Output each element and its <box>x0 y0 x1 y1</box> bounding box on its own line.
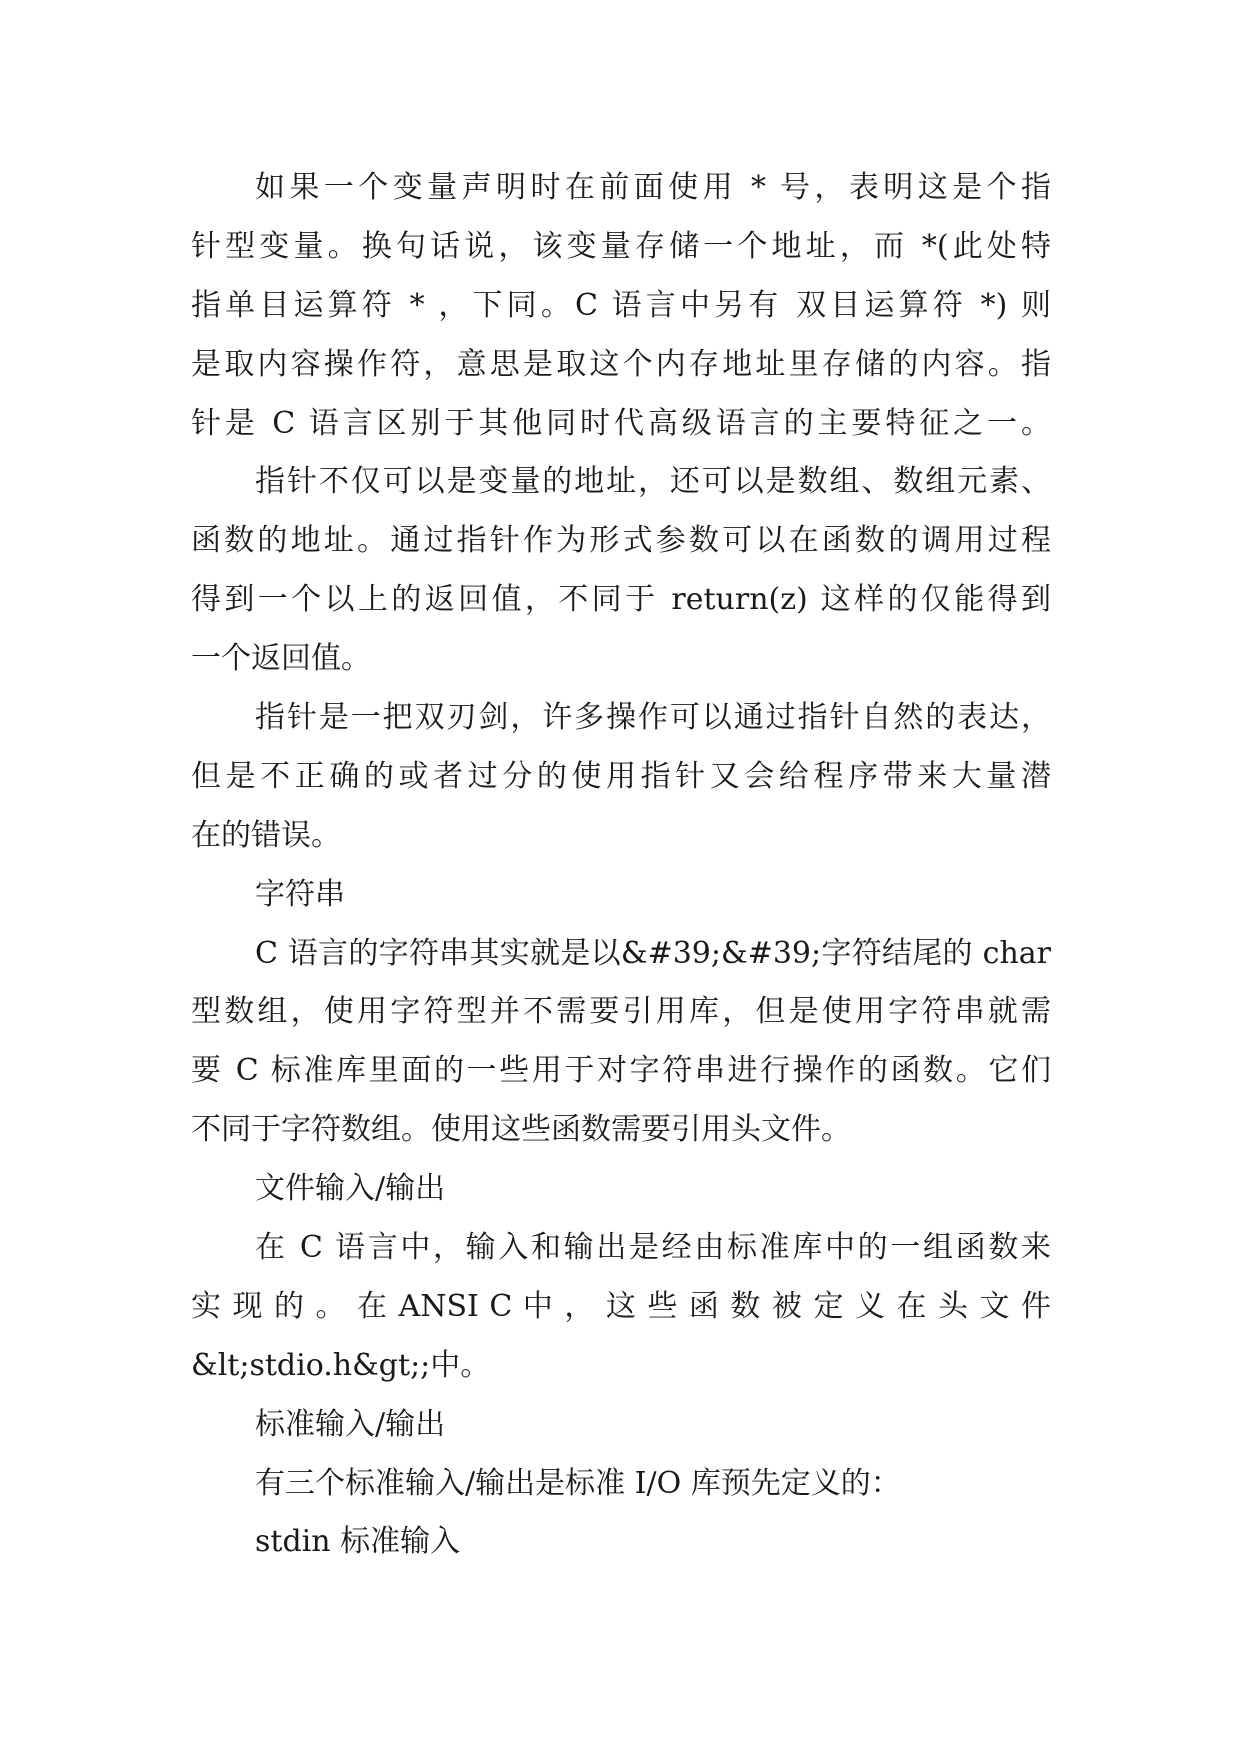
paragraph-sword-line-3: 在的错误。 <box>191 817 341 853</box>
document-body <box>191 159 1051 1572</box>
heading-strings: 字符串 <box>255 876 345 912</box>
paragraph-file-io-line-2: 实 现 的 。 在 ANSI C 中 ， 这 些 函 数 被 定 义 在 头 文 件 <box>191 1288 1051 1324</box>
paragraph-strings-line-2: 型数组，使用字符型并不需要引用库，但是使用字符串就需 <box>191 994 1051 1030</box>
paragraph-file-io-line-3: &lt;stdio.h&gt;;中。 <box>191 1347 491 1383</box>
heading-file-io: 文件输入/输出 <box>255 1171 446 1207</box>
heading-standard-io: 标准输入/输出 <box>255 1406 446 1442</box>
paragraph-pointer-line-2: 针型变量。换句话说，该变量存储一个地址，而 *(此处特 <box>191 228 1051 264</box>
paragraph-sword-line-1: 指针是一把双刃剑，许多操作可以通过指针自然的表达， <box>255 700 1051 736</box>
paragraph-address-line-1: 指针不仅可以是变量的地址，还可以是数组、数组元素、 <box>255 464 1051 500</box>
paragraph-pointer-line-4: 是取内容操作符，意思是取这个内存地址里存储的内容。指 <box>191 346 1051 382</box>
paragraph-pointer-line-3: 指单目运算符 * ，下同。C 语言中另有 双目运算符 *) 则 <box>191 287 1051 323</box>
paragraph-standard-io-line-1: 有三个标准输入/输出是标准 I/O 库预先定义的： <box>255 1465 901 1501</box>
paragraph-address-line-4: 一个返回值。 <box>191 641 371 677</box>
paragraph-file-io-line-1: 在 C 语言中，输入和输出是经由标准库中的一组函数来 <box>255 1230 1051 1266</box>
paragraph-strings-line-4: 不同于字符数组。使用这些函数需要引用头文件。 <box>191 1112 851 1148</box>
paragraph-pointer-line-1: 如果一个变量声明时在前面使用 * 号，表明这是个指 <box>255 170 1051 205</box>
paragraph-address-line-2: 函数的地址。通过指针作为形式参数可以在函数的调用过程 <box>191 523 1051 559</box>
paragraph-stdin-line-1: stdin 标准输入 <box>255 1524 461 1560</box>
paragraph-pointer-line-5: 针是 C 语言区别于其他同时代高级语言的主要特征之一。 <box>191 405 1051 441</box>
paragraph-strings-line-3: 要 C 标准库里面的一些用于对字符串进行操作的函数。它们 <box>191 1053 1051 1089</box>
paragraph-strings-line-1: C 语言的字符串其实就是以&#39;&#39;字符结尾的 char <box>255 935 1051 971</box>
paragraph-sword-line-2: 但是不正确的或者过分的使用指针又会给程序带来大量潜 <box>191 758 1051 794</box>
paragraph-address-line-3: 得到一个以上的返回值，不同于 return(z) 这样的仅能得到 <box>191 582 1051 618</box>
